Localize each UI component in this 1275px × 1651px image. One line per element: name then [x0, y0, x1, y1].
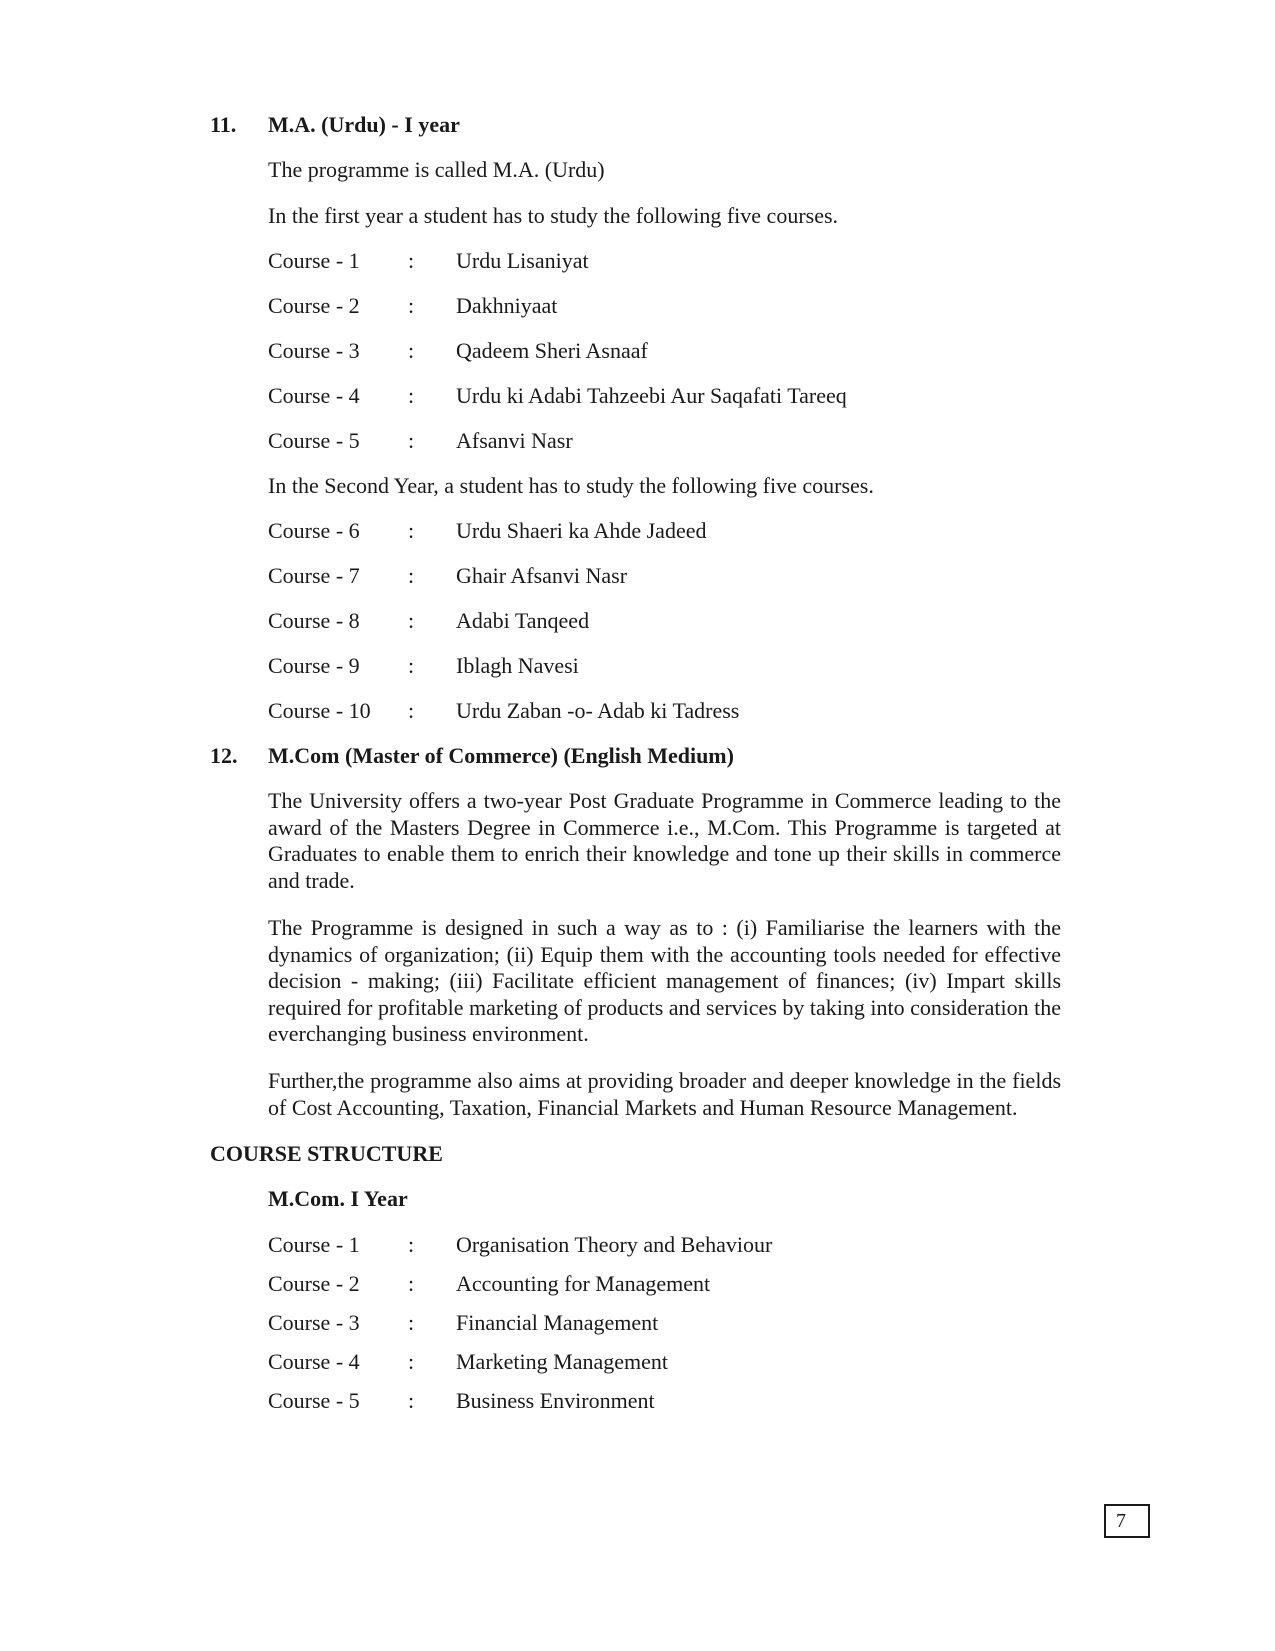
course-colon: :	[408, 653, 415, 678]
course-colon: :	[408, 518, 415, 543]
course-label: Course - 5	[268, 428, 360, 453]
mcom-paragraph-2: The Programme is designed in such a way as to : (i) Familiarise the learners with the dynamics of organization; (ii) Equip them with the accounting tools needed for effective decision - making; (iii) Facilitate efficient management of finances; (iv) Impart skills required for profitable marketing of products and services by taking into consideration the everchanging business environment.	[268, 915, 1061, 1046]
course-label: Course - 1	[268, 1232, 360, 1257]
course-title: Organisation Theory and Behaviour	[456, 1232, 773, 1257]
course-label: Course - 4	[268, 1349, 360, 1374]
first-year-text: In the first year a student has to study the following five courses.	[268, 203, 839, 228]
course-colon: :	[408, 563, 415, 588]
mcom-paragraph-3: Further,the programme also aims at providing broader and deeper knowledge in the fields of Cost Accounting, Taxation, Financial Markets and Human Resource Management.	[268, 1068, 1061, 1120]
course-label: Course - 3	[268, 338, 360, 363]
course-title: Financial Management	[456, 1310, 659, 1335]
course-label: Course - 7	[268, 563, 360, 588]
course-label: Course - 1	[268, 248, 360, 273]
course-title: Accounting for Management	[456, 1271, 711, 1296]
course-colon: :	[408, 1349, 415, 1374]
course-label: Course - 9	[268, 653, 360, 678]
course-colon: :	[408, 293, 415, 318]
course-colon: :	[408, 1271, 415, 1296]
course-title: Urdu Zaban -o- Adab ki Tadress	[456, 698, 740, 723]
section-11-heading: M.A. (Urdu) - I year	[268, 112, 460, 137]
course-title: Dakhniyaat	[456, 293, 558, 318]
course-label: Course - 6	[268, 518, 360, 543]
mcom-paragraph-1: The University offers a two-year Post Graduate Programme in Commerce leading to the award of the Masters Degree in Commerce i.e., M.Com. This Programme is targeted at Graduates to enable them to enrich their knowledge and tone up their skills in commerce and trade.	[268, 788, 1061, 893]
section-11-number: 11.	[210, 112, 237, 137]
course-label: Course - 10	[268, 698, 371, 723]
course-label: Course - 2	[268, 293, 360, 318]
mcom-year-subheading: M.Com. I Year	[268, 1186, 408, 1211]
course-title: Ghair Afsanvi Nasr	[456, 563, 628, 588]
section-12-heading: M.Com (Master of Commerce) (English Medium)	[268, 743, 734, 768]
course-label: Course - 5	[268, 1388, 360, 1413]
course-structure-heading: COURSE STRUCTURE	[210, 1141, 443, 1166]
course-colon: :	[408, 428, 415, 453]
section-11-intro: The programme is called M.A. (Urdu)	[268, 157, 605, 182]
course-colon: :	[408, 248, 415, 273]
course-title: Iblagh Navesi	[456, 653, 579, 678]
course-label: Course - 8	[268, 608, 360, 633]
course-label: Course - 4	[268, 383, 360, 408]
course-title: Marketing Management	[456, 1349, 668, 1374]
course-colon: :	[408, 698, 415, 723]
section-12-number: 12.	[210, 743, 238, 768]
course-colon: :	[408, 608, 415, 633]
course-colon: :	[408, 383, 415, 408]
page-number: 7	[1104, 1504, 1150, 1538]
course-title: Urdu Shaeri ka Ahde Jadeed	[456, 518, 707, 543]
course-colon: :	[408, 1232, 415, 1257]
course-title: Afsanvi Nasr	[456, 428, 573, 453]
second-year-text: In the Second Year, a student has to study the following five courses.	[268, 473, 874, 498]
course-colon: :	[408, 1388, 415, 1413]
course-colon: :	[408, 1310, 415, 1335]
course-label: Course - 3	[268, 1310, 360, 1335]
course-title: Qadeem Sheri Asnaaf	[456, 338, 648, 363]
course-colon: :	[408, 338, 415, 363]
course-title: Adabi Tanqeed	[456, 608, 590, 633]
course-label: Course - 2	[268, 1271, 360, 1296]
course-title: Business Environment	[456, 1388, 655, 1413]
course-title: Urdu Lisaniyat	[456, 248, 589, 273]
course-title: Urdu ki Adabi Tahzeebi Aur Saqafati Tareeq	[456, 383, 847, 408]
